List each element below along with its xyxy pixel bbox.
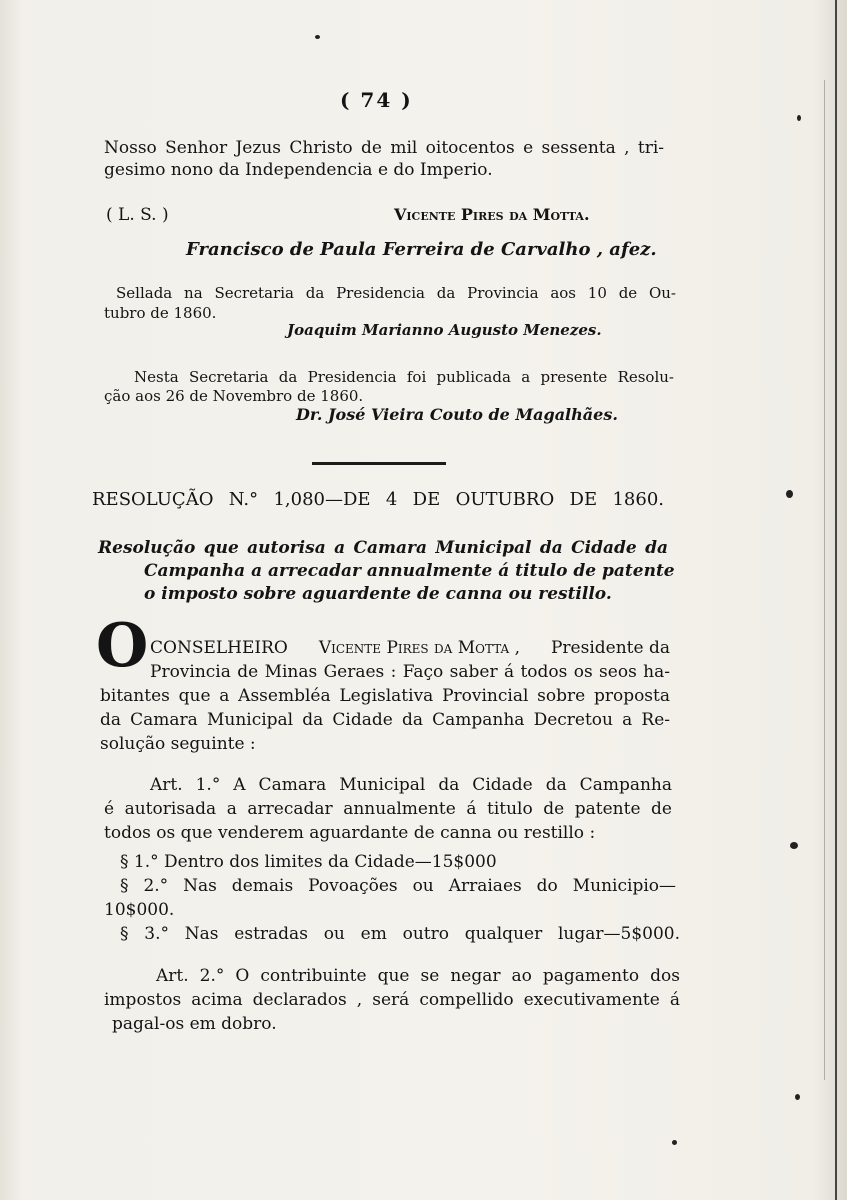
text-line: impostos acima declarados , será compellido executivamente á xyxy=(104,990,680,1010)
section-divider xyxy=(312,462,446,465)
text-line xyxy=(150,638,670,658)
scan-speck xyxy=(797,115,801,121)
text-line: tubro de 1860. xyxy=(104,304,217,322)
drop-cap: O xyxy=(96,611,149,681)
page-edge-shadow xyxy=(835,0,837,1200)
paragraph-item: § 3.° Nas estradas ou em outro qualquer lugar—5$000. xyxy=(120,924,680,944)
text-span: CONSELHEIRO xyxy=(150,638,288,658)
signature: Dr. José Vieira Couto de Magalhães. xyxy=(296,405,618,424)
text-line: pagal-os em dobro. xyxy=(112,1014,277,1034)
scan-speck xyxy=(795,1094,800,1100)
text-span: Vicente Pires da Motta , xyxy=(318,638,521,658)
scan-speck xyxy=(672,1140,677,1145)
seal-mark: ( L. S. ) xyxy=(106,205,169,225)
paragraph-item: § 2.° Nas demais Povoações ou Arraiaes do Municipio— xyxy=(120,876,676,896)
text-line: todos os que venderem aguardante de canna ou restillo : xyxy=(104,823,596,843)
text-line: da Camara Municipal da Cidade da Campanha Decretou a Re- xyxy=(100,710,670,730)
page-edge-line xyxy=(824,80,825,1080)
summary-line: o imposto sobre aguardente de canna ou restillo. xyxy=(144,584,612,604)
text-line: Art. 2.° O contribuinte que se negar ao pagamento dos xyxy=(156,966,680,986)
summary-line: Campanha a arrecadar annualmente á titulo de patente xyxy=(144,561,675,581)
summary-line: Resolução que autorisa a Camara Municipal da Cidade da xyxy=(98,538,668,558)
scan-speck xyxy=(315,35,320,39)
text-line: solução seguinte : xyxy=(100,734,256,754)
page-number: ( 74 ) xyxy=(340,88,413,112)
signature: Joaquim Marianno Augusto Menezes. xyxy=(287,321,602,339)
text-line: Nosso Senhor Jezus Christo de mil oitocentos e sessenta , tri- xyxy=(104,138,664,158)
scan-speck xyxy=(786,490,793,498)
text-line: Nesta Secretaria da Presidencia foi publicada a presente Resolu- xyxy=(134,368,674,386)
text-line: Sellada na Secretaria da Presidencia da Provincia aos 10 de Ou- xyxy=(116,284,676,302)
text-span: Presidente da xyxy=(550,638,670,658)
scan-speck xyxy=(790,842,798,849)
signature: Francisco de Paula Ferreira de Carvalho , afez. xyxy=(186,239,657,260)
text-line: é autorisada a arrecadar annualmente á titulo de patente de xyxy=(104,799,672,819)
text-line: ção aos 26 de Novembro de 1860. xyxy=(104,387,364,405)
resolution-heading: RESOLUÇÃO N.° 1,080—DE 4 DE OUTUBRO DE 1860. xyxy=(92,489,664,510)
signature: Vicente Pires da Motta. xyxy=(394,205,590,224)
paragraph-item: § 1.° Dentro dos limites da Cidade—15$000 xyxy=(120,852,497,872)
text-line: bitantes que a Assembléa Legislativa Provincial sobre proposta xyxy=(100,686,670,706)
text-line: Provincia de Minas Geraes : Faço saber á todos os seos ha- xyxy=(150,662,670,682)
text-line: gesimo nono da Independencia e do Imperio. xyxy=(104,160,493,180)
text-line: 10$000. xyxy=(104,900,175,920)
text-line: Art. 1.° A Camara Municipal da Cidade da Campanha xyxy=(150,775,672,795)
